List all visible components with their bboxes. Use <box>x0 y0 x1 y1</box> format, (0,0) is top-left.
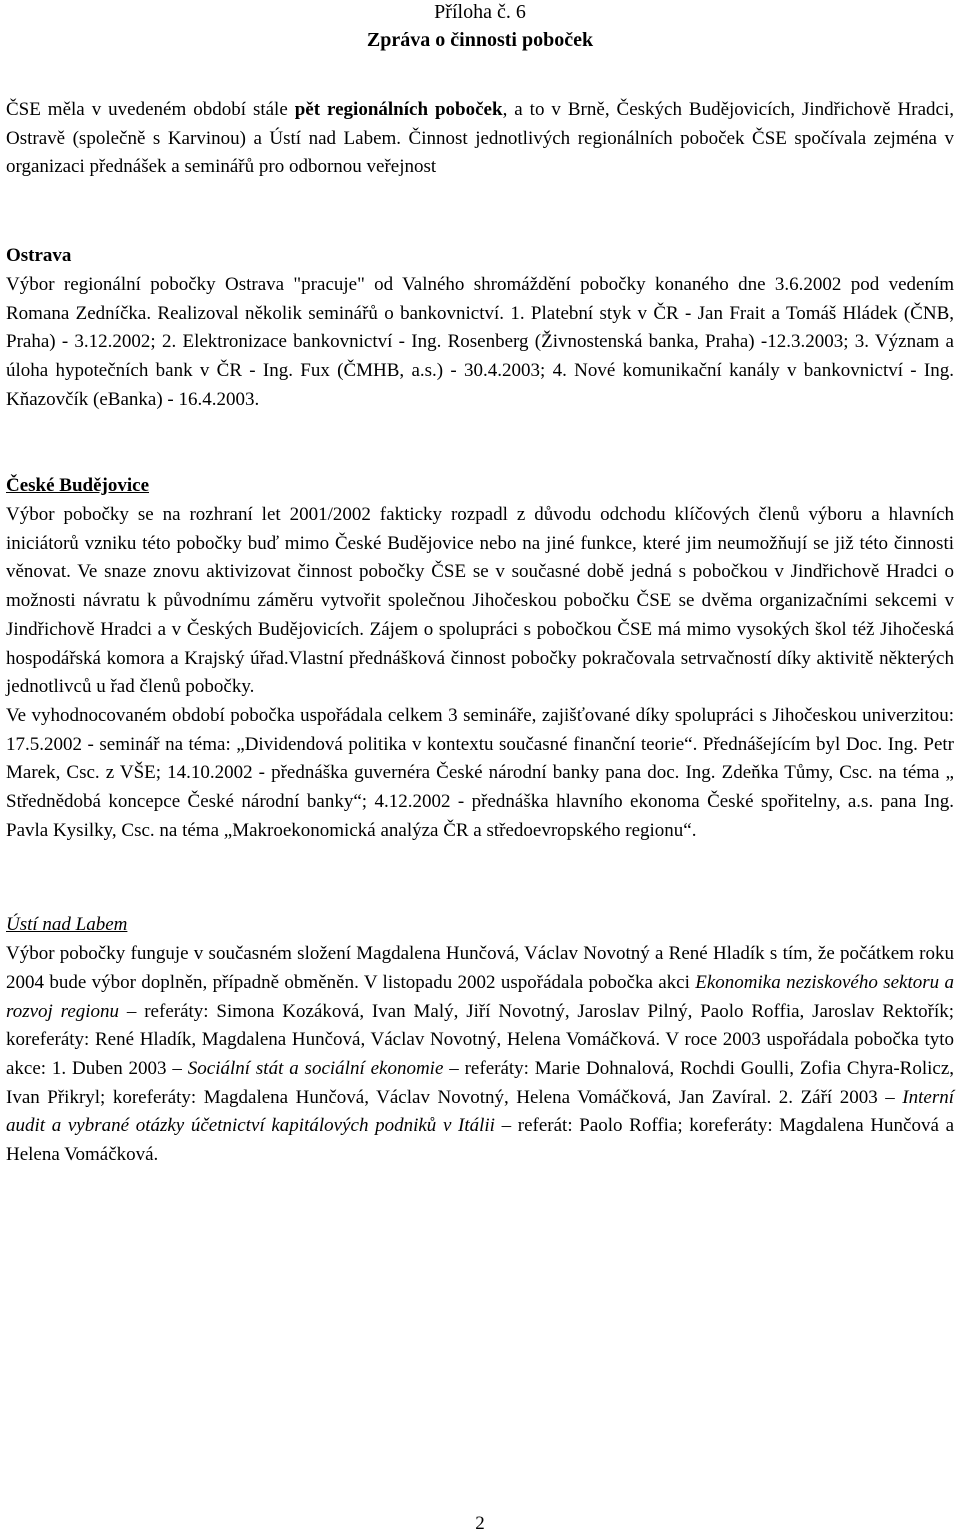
budejovice-paragraph-1: Výbor pobočky se na rozhraní let 2001/2002 fakticky rozpadl z důvodu odchodu klíčových členů výboru a hlavních iniciátorů vzniku této pobočky buď mimo České Budějovice nebo na jiné funkce, které jim neumožňují se již této činnosti věnovat. Ve snaze znovu aktivizovat činnost pobočky ČSE se v současné době jedná s pobočkou v Jindřichově Hradci o možnosti návratu k původnímu záměru vytvořit společnou Jihočeskou pobočku ČSE se dvěma organizačními sekcemi v Jindřichově Hradci a v Českých Budějovicích. Zájem o spolupráci s pobočkou ČSE má mimo vysokých škol též Jihočeská hospodářská komora a Krajský úřad.Vlastní přednášková činnost pobočky pokračovala setrvačností díky aktivitě některých jednotlivců u řad členů pobočky. <box>6 504 954 698</box>
document-page <box>6 0 954 1170</box>
usti-event-title-3: Interní audit a vybrané otázky účetnictví kapitálových podniků v Itálii <box>6 1086 954 1137</box>
section-heading-ostrava: Ostrava <box>6 245 72 267</box>
intro-paragraph <box>6 96 954 182</box>
document-header <box>6 0 954 54</box>
section-ostrava <box>6 242 954 414</box>
section-heading-usti: Ústí nad Labem <box>6 914 128 936</box>
usti-text-4: – referát: Paolo Roffia; koreferáty: Magdalena Hunčová a Helena Vomáčková. <box>6 1115 954 1166</box>
annex-label: Příloha č. 6 <box>434 1 526 23</box>
intro-bold-text: pět regionálních poboček <box>294 99 503 120</box>
section-usti <box>6 911 954 1169</box>
usti-text-1: Výbor pobočky funguje v současném složení Magdalena Hunčová, Václav Novotný a René Hladík s tím, že počátkem roku 2004 bude výbor doplněn, případně obměněn. V listopadu 2002 uspořádala pobočka akci <box>6 943 954 993</box>
usti-text-2: – referáty: Simona Kozáková, Ivan Malý, Jiří Novotný, Jaroslav Pilný, Paolo Roffia, Jaroslav Rektořík; koreferáty: René Hladík, Magdalena Hunčová, Václav Novotný, Helena Vomáčková. V roce 2003 uspořádala pobočka tyto akce: 1. Duben 2003 – <box>6 1000 955 1079</box>
budejovice-paragraph-2: Ve vyhodnocovaném období pobočka uspořádala celkem 3 semináře, zajišťované díky spolupráci s Jihočeskou univerzitou: 17.5.2002 - seminář na téma: „Dividendová politika v kontextu současné finanční teorie“. Přednášejícím byl Doc. Ing. Petr Marek, Csc. z VŠE; 14.10.2002 - přednáška guvernéra České národní banky pana doc. Ing. Zdeňka Tůmy, Csc. na téma „ Střednědobá koncepce České národní banky“; 4.12.2002 - přednáška hlavního ekonoma České spořitelny, a.s. pana Ing. Pavla Kysilky, Csc. na téma „Makroekonomická analýza ČR a středoevropského regionu“. <box>6 704 954 841</box>
page-number: 2 <box>475 1513 485 1534</box>
ostrava-paragraph: Výbor regionální pobočky Ostrava "pracuje" od Valného shromáždění pobočky konaného dne 3.6.2002 pod vedením Romana Zedníčka. Realizoval několik seminářů o bankovnictví. 1. Platební styk v ČR - Jan Frait a Tomáš Hládek (ČNB, Praha) - 3.12.2002; 2. Elektronizace bankovnictví - Ing. Rosenberg (Živnostenská banka, Praha) -12.3.2003; 3. Význam a úloha hypotečních bank v ČR - Ing. Fux (ČMHB, a.s.) - 30.4.2003; 4. Nové komunikační kanály v bankovnictví - Ing. Kňazovčík (eBanka) - 16.4.2003. <box>6 273 954 410</box>
usti-paragraph <box>6 940 954 1170</box>
usti-text-3: – referáty: Marie Dohnalová, Rochdi Goulli, Zofia Chyra-Rolicz, Ivan Přikryl; koreferáty: Magdalena Hunčová, Václav Novotný, Helena Vomáčková, Jan Zavíral. 2. Září 2003 – <box>6 1057 955 1108</box>
section-heading-budejovice: České Budějovice <box>6 475 150 497</box>
usti-event-title-1: Ekonomika neziskového sektoru a rozvoj regionu <box>6 971 954 1022</box>
intro-text-end: , a to v Brně, Českých Budějovicích, Jindřichově Hradci, Ostravě (společně s Karvinou) a Ústí nad Labem. Činnost jednotlivých regionálních poboček ČSE spočívala zejména v organizaci přednášek a seminářů pro odbornou veřejnost <box>6 99 954 178</box>
section-budejovice <box>6 472 954 845</box>
intro-text-start: ČSE měla v uvedeném období stále <box>6 99 295 120</box>
usti-event-title-2: Sociální stát a sociální ekonomie <box>187 1057 444 1079</box>
document-title: Zpráva o činnosti poboček <box>366 29 594 51</box>
